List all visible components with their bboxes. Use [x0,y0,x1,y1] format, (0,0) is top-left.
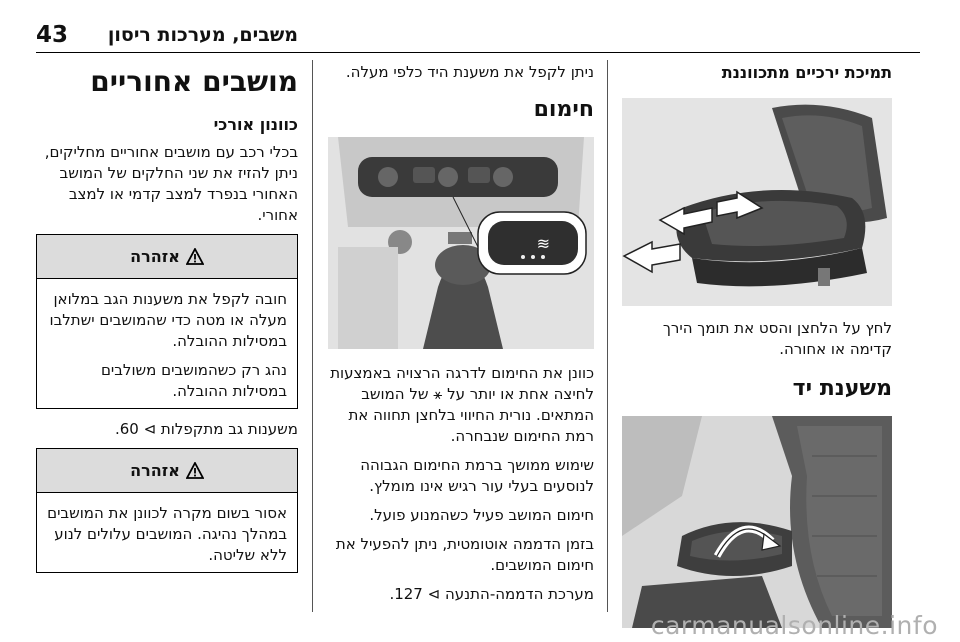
warning-body-2 [37,493,297,572]
seat-illustration [622,98,892,306]
svg-text:≋: ≋ [536,234,550,253]
warning-triangle-icon [186,462,204,479]
heating-engine-text: חימום המושב פעיל כשהמנוע פועל. [369,506,594,524]
chapter-title: משבים, מערכות ריסון [107,24,298,46]
armrest-image [622,416,892,628]
column-divider-right [607,60,608,612]
console-illustration [328,137,594,349]
warning-title-2: אזהרה [130,461,180,480]
warning-1-line-1: חובה לקפל את משענות הגב במלואן מעלה או מטה כדי שהמושבים ישתלבו במסילות ההובלה. [49,290,287,350]
warning-body-1 [37,279,297,408]
stop-start-ref: מערכת הדממה-התנעה ⊳ 127. [389,585,594,603]
watermark: carmanualsonline.info [650,611,938,640]
heading-longitudinal: כוונון אורכי [213,115,298,134]
heating-adjust-text: כוונן את החימום לדרגה הרצויה באמצעות לחיצה אחת או יותר על ⚹ של המושב המתאים. נורית החיווי בלחצן תחווה את רמת החימום שנבחרה. [330,364,594,445]
page-number: 43 [36,22,69,48]
heating-warning-text: שימוש ממושך ברמת החימום הגבוהה לנוסעים בעלי עור רגיש אינו מומלץ. [360,456,594,495]
warning-triangle-icon [186,248,204,265]
heating-autostop-text: בזמן הדממה אוטומטית, ניתן להפעיל את חימום המושבים. [335,535,594,574]
heading-rear-seats: מושבים אחוריים [90,65,298,98]
warning-header-1 [37,235,297,279]
warning-title-1: אזהרה [130,247,180,266]
rear-seat-slide-text: בכלי רכב עם מושבים אחוריים מחליקים, ניתן להזיז את שני החלקים של המושב האחורי בנפרד למצב קדמי או למצב אחורי. [44,143,298,224]
caption-thigh-support: לחץ על הלחצן והסט את תומך הירך קדימה או אחורה. [662,319,892,358]
armrest-illustration [622,416,892,628]
column-divider-left [312,60,313,612]
warning-2-line-1: אסור בשום מקרה לכוונן את המושבים במהלך נהיגה. המושבים עלולים לנוע ללא שליטה. [47,504,287,564]
column-middle [328,62,594,605]
heading-heating: חימום [533,97,594,122]
column-right [622,62,892,628]
heading-armrest: משענת יד [792,376,892,401]
armrest-fold-text: ניתן לקפל את משענת היד כלפי מעלה. [345,63,594,81]
warning-box-2 [36,448,298,573]
header-rule [36,52,920,53]
heading-thigh-support: תמיכת ירכיים מתכווננת [721,63,892,82]
folding-backrest-ref: משענות גב מתקפלות ⊳ 60. [114,420,298,438]
warning-1-line-2: נהג רק כשהמושבים משולבים במסילות ההובלה. [100,361,287,400]
page-header [0,0,960,52]
warning-box-1 [36,234,298,409]
column-left [36,62,298,573]
heating-buttons-image [328,137,594,349]
seat-thigh-support-image [622,98,892,306]
warning-header-2 [37,449,297,493]
